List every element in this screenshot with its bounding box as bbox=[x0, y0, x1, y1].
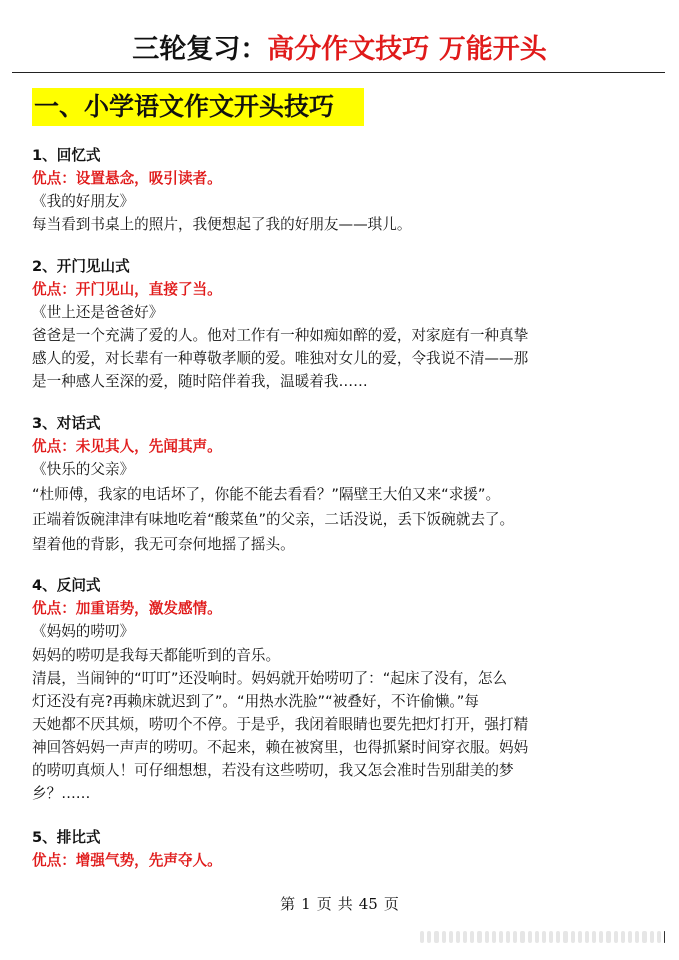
item-2-body-line: 是一种感人至深的爱，随时陪伴着我，温暖着我…… bbox=[32, 373, 368, 390]
title-divider bbox=[12, 72, 665, 73]
footer-total-pages: 45 bbox=[358, 895, 378, 913]
footer-label: 页 bbox=[383, 895, 399, 913]
item-3-body-line: 望着他的背影，我无可奈何地摇了摇头。 bbox=[32, 536, 295, 553]
item-3-advantage: 优点：未见其人，先闻其声。 bbox=[32, 438, 222, 455]
item-3-title: 3、对话式 bbox=[32, 415, 101, 432]
item-5-advantage: 优点：增强气势，先声夺人。 bbox=[32, 852, 222, 869]
footer-label: 共 bbox=[337, 895, 353, 913]
footer-label: 页 bbox=[316, 895, 332, 913]
title-main: 高分作文技巧 万能开头 bbox=[267, 34, 547, 65]
item-1-advantage: 优点：设置悬念，吸引读者。 bbox=[32, 170, 222, 187]
item-5-title: 5、排比式 bbox=[32, 829, 101, 846]
item-2-example-title: 《世上还是爸爸好》 bbox=[32, 304, 164, 321]
item-4-body-line: 的唠叨真烦人！可仔细想想，若没有这些唠叨，我又怎会准时告别甜美的梦 bbox=[32, 762, 514, 779]
watermark-strip bbox=[420, 930, 665, 944]
item-1-body-line: 每当看到书桌上的照片，我便想起了我的好朋友——琪儿。 bbox=[32, 216, 412, 233]
page-footer bbox=[0, 893, 679, 915]
item-3-body-line: 正端着饭碗津津有味地吃着“酸菜鱼”的父亲，二话没说，丢下饭碗就去了。 bbox=[32, 511, 515, 528]
item-4-title: 4、反问式 bbox=[32, 577, 101, 594]
item-4-body-line: 天她都不厌其烦，唠叨个不停。于是乎，我闭着眼睛也要先把灯打开，强打精 bbox=[32, 716, 529, 733]
item-1-example-title: 《我的好朋友》 bbox=[32, 193, 135, 210]
item-3-body-line: “杜师傅，我家的电话坏了，你能不能去看看？”隔壁王大伯又来“求援”。 bbox=[32, 486, 501, 503]
item-4-body-line: 清晨，当闹钟的“叮叮”还没响时。妈妈就开始唠叨了：“起床了没有，怎么 bbox=[32, 670, 508, 687]
page-title bbox=[0, 30, 679, 70]
footer-label: 第 bbox=[280, 895, 296, 913]
item-2-advantage: 优点：开门见山，直接了当。 bbox=[32, 281, 222, 298]
title-prefix: 三轮复习： bbox=[132, 34, 268, 65]
item-4-body-line: 灯还没有亮?再赖床就迟到了”。“用热水洗脸”“被叠好，不许偷懒。”每 bbox=[32, 693, 479, 710]
section-heading: 一、小学语文作文开头技巧 bbox=[32, 88, 364, 126]
item-4-example-title: 《妈妈的唠叨》 bbox=[32, 623, 135, 640]
item-1-title: 1、回忆式 bbox=[32, 147, 101, 164]
item-2-body-line: 感人的爱，对长辈有一种尊敬孝顺的爱。唯独对女儿的爱，令我说不清——那 bbox=[32, 350, 529, 367]
item-4-body-line: 妈妈的唠叨是我每天都能听到的音乐。 bbox=[32, 647, 281, 664]
item-3-example-title: 《快乐的父亲》 bbox=[32, 461, 135, 478]
item-4-advantage: 优点：加重语势，激发感情。 bbox=[32, 600, 222, 617]
item-4-body-line: 乡？…… bbox=[32, 785, 91, 802]
item-4-body-line: 神回答妈妈一声声的唠叨。不起来，赖在被窝里，也得抓紧时间穿衣服。妈妈 bbox=[32, 739, 529, 756]
item-2-body-line: 爸爸是一个充满了爱的人。他对工作有一种如痴如醉的爱，对家庭有一种真挚 bbox=[32, 327, 529, 344]
item-2-title: 2、开门见山式 bbox=[32, 258, 130, 275]
footer-current-page: 1 bbox=[301, 895, 311, 913]
